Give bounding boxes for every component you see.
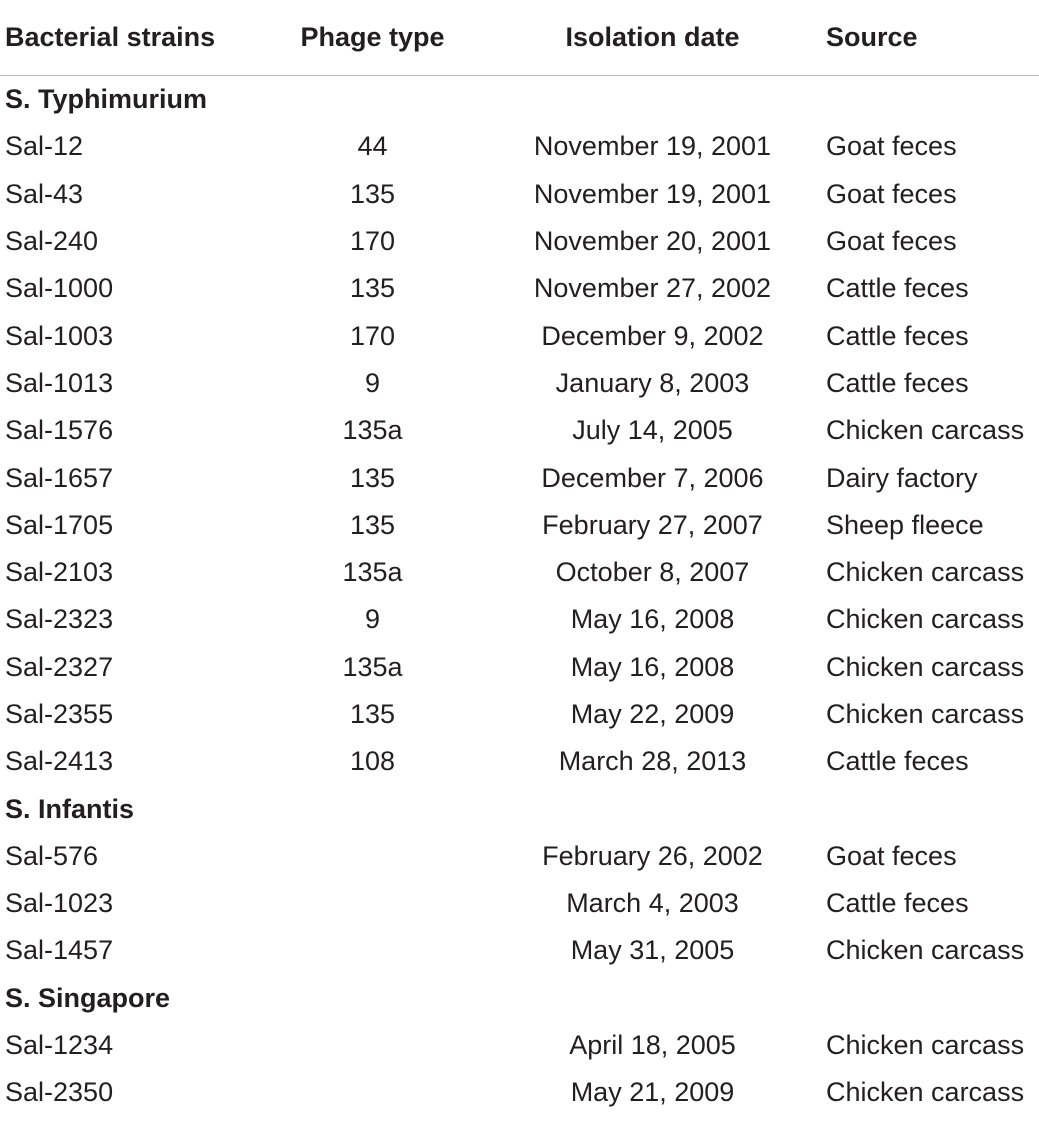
table-row — [0, 644, 1039, 691]
cell-source: Cattle feces — [826, 320, 969, 351]
cell-phage: 135a — [342, 651, 403, 682]
cell-phage: 9 — [364, 367, 381, 398]
cell-strain: Sal-1023 — [5, 888, 114, 919]
cell-source: Cattle feces — [826, 746, 969, 777]
table-row — [0, 549, 1039, 596]
cell-strain: Sal-2323 — [5, 604, 114, 635]
cell-source: Cattle feces — [826, 888, 969, 919]
table-row — [0, 218, 1039, 265]
table-row — [0, 691, 1039, 738]
cell-strain: Sal-240 — [5, 226, 99, 257]
cell-date: December 9, 2002 — [541, 320, 764, 351]
cell-strain: Sal-1576 — [5, 415, 114, 446]
cell-date: November 19, 2001 — [533, 131, 772, 162]
cell-source: Cattle feces — [826, 367, 969, 398]
cell-date: November 20, 2001 — [533, 226, 772, 257]
cell-phage: 9 — [364, 604, 381, 635]
cell-source: Cattle feces — [826, 273, 969, 304]
cell-strain: Sal-1000 — [5, 273, 114, 304]
cell-phage: 108 — [349, 746, 396, 777]
cell-date: May 21, 2009 — [570, 1077, 735, 1108]
header-date: Isolation date — [565, 22, 740, 52]
cell-source: Chicken carcass — [826, 415, 1025, 446]
cell-strain: Sal-1657 — [5, 462, 114, 493]
table-row — [0, 880, 1039, 927]
cell-source: Chicken carcass — [826, 557, 1025, 588]
cell-source: Chicken carcass — [826, 1077, 1025, 1108]
cell-date: April 18, 2005 — [569, 1030, 736, 1061]
cell-strain: Sal-576 — [5, 840, 99, 871]
cell-source: Chicken carcass — [826, 935, 1025, 966]
table-body — [0, 76, 1039, 1117]
cell-phage: 135 — [349, 509, 396, 540]
cell-phage: 170 — [349, 226, 396, 257]
cell-source: Dairy factory — [826, 462, 978, 493]
table-row — [0, 312, 1039, 359]
table-row — [0, 171, 1039, 218]
cell-date: February 27, 2007 — [542, 509, 763, 540]
cell-strain: Sal-1013 — [5, 367, 114, 398]
cell-date: May 16, 2008 — [570, 651, 735, 682]
table-row — [0, 502, 1039, 549]
cell-phage: 135 — [349, 273, 396, 304]
group-heading: S. Typhimurium — [5, 84, 208, 115]
cell-date: March 28, 2013 — [558, 746, 747, 777]
cell-strain: Sal-2355 — [5, 699, 114, 729]
cell-source: Goat feces — [826, 226, 957, 257]
cell-phage: 135 — [349, 699, 396, 729]
cell-strain: Sal-1234 — [5, 1030, 114, 1061]
group-heading: S. Singapore — [5, 982, 171, 1013]
table-row — [0, 1022, 1039, 1069]
cell-strain: Sal-12 — [5, 131, 84, 162]
cell-date: May 22, 2009 — [570, 699, 735, 729]
table-row — [0, 454, 1039, 501]
cell-date: May 31, 2005 — [570, 935, 735, 966]
table-row — [0, 738, 1039, 785]
cell-phage: 135 — [349, 462, 396, 493]
cell-source: Sheep fleece — [826, 509, 984, 540]
cell-strain: Sal-2327 — [5, 651, 114, 682]
cell-strain: Sal-1003 — [5, 320, 114, 351]
cell-date: November 19, 2001 — [533, 178, 772, 209]
table-row — [0, 596, 1039, 643]
table-row — [0, 833, 1039, 880]
table-row — [0, 123, 1039, 170]
cell-source: Chicken carcass — [826, 1030, 1025, 1061]
cell-date: March 4, 2003 — [566, 888, 739, 919]
cell-date: July 14, 2005 — [572, 415, 733, 446]
cell-date: February 26, 2002 — [542, 840, 763, 871]
cell-strain: Sal-2350 — [5, 1077, 114, 1108]
header-strain: Bacterial strains — [5, 22, 216, 52]
cell-source: Chicken carcass — [826, 699, 1025, 729]
table-row — [0, 407, 1039, 454]
cell-date: January 8, 2003 — [555, 367, 750, 398]
cell-strain: Sal-1705 — [5, 509, 114, 540]
cell-date: December 7, 2006 — [541, 462, 764, 493]
cell-source: Chicken carcass — [826, 651, 1025, 682]
cell-strain: Sal-43 — [5, 178, 84, 209]
cell-strain: Sal-2413 — [5, 746, 114, 777]
table-row — [0, 360, 1039, 407]
cell-strain: Sal-2103 — [5, 557, 114, 588]
header-phage: Phage type — [300, 22, 445, 52]
cell-date: May 16, 2008 — [570, 604, 735, 635]
cell-phage: 170 — [349, 320, 396, 351]
table-header — [0, 0, 1039, 76]
group-heading: S. Infantis — [5, 793, 135, 824]
cell-source: Goat feces — [826, 840, 957, 871]
cell-phage: 135a — [342, 557, 403, 588]
table-row — [0, 927, 1039, 974]
cell-source: Chicken carcass — [826, 604, 1025, 635]
table-row — [0, 265, 1039, 312]
table-row — [0, 1069, 1039, 1116]
cell-phage: 44 — [357, 131, 388, 162]
cell-phage: 135a — [342, 415, 403, 446]
cell-strain: Sal-1457 — [5, 935, 114, 966]
cell-phage: 135 — [349, 178, 396, 209]
header-source: Source — [826, 22, 918, 52]
cell-date: November 27, 2002 — [533, 273, 772, 304]
cell-date: October 8, 2007 — [555, 557, 750, 588]
cell-source: Goat feces — [826, 178, 957, 209]
cell-source: Goat feces — [826, 131, 957, 162]
